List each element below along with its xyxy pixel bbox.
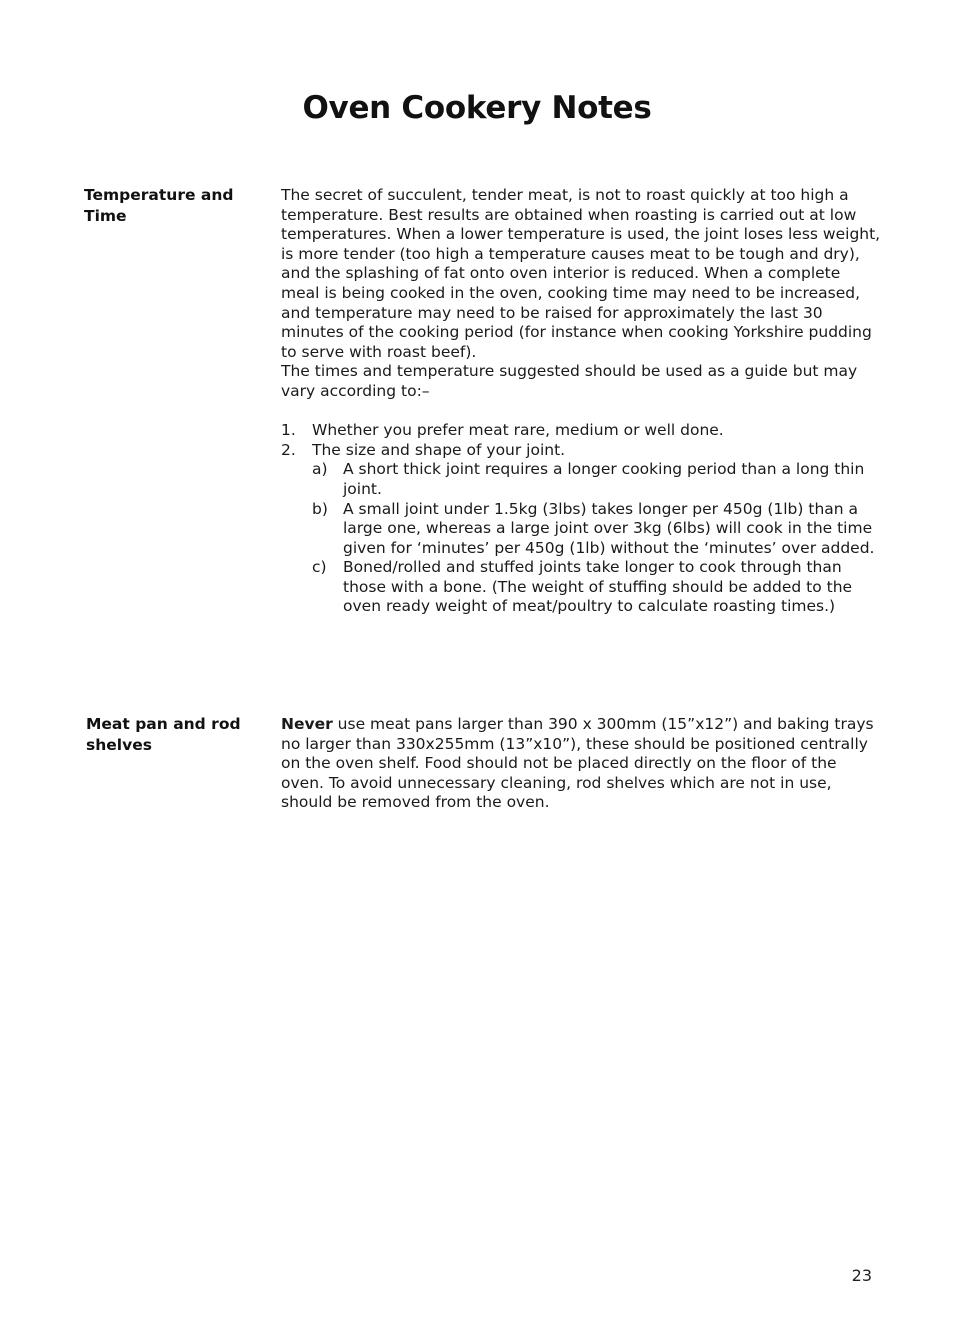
list-item-text: Boned/rolled and stuffed joints take longer to cook through than those with a bone. (The weight of stuffing should be added to the oven ready weight of meat/poultry to calculate roasting times.) <box>343 558 853 616</box>
paragraph: The times and temperature suggested should be used as a guide but may vary according to:– <box>281 362 858 400</box>
section-heading-meat-pan: Meat pan and rod shelves <box>86 715 241 754</box>
list-item <box>281 441 881 461</box>
paragraph <box>281 715 881 813</box>
section-heading-temperature-time: Temperature and Time <box>84 186 234 225</box>
page-number: 23 <box>851 1266 872 1285</box>
page-title: Oven Cookery Notes <box>302 90 652 126</box>
list-marker: 1. <box>281 421 296 440</box>
list-marker: a) <box>312 460 328 479</box>
list-marker: 2. <box>281 440 296 459</box>
list-item-text: A short thick joint requires a longer cooking period than a long thin joint. <box>343 460 865 498</box>
sub-list-item <box>281 500 881 559</box>
list-item-text: A small joint under 1.5kg (3lbs) takes longer per 450g (1lb) than a large one, whereas a large joint over 3kg (6lbs) will cook in the time given for ‘minutes’ per 450g (1lb) without the ‘minutes’ over added. <box>343 499 875 557</box>
sub-list-item <box>281 460 881 499</box>
spacer <box>281 402 881 422</box>
list-item <box>281 421 881 441</box>
sub-list-item <box>281 558 881 617</box>
list-marker: c) <box>312 558 327 577</box>
section-body-temperature-time <box>281 186 881 617</box>
paragraph-text: use meat pans larger than 390 x 300mm (15”x12”) and baking trays no larger than 330x255mm (13”x10”), these should be positioned centrally on the oven shelf. Food should not be placed directly on the floor of the oven. To avoid unnecessary cleaning, rod shelves which are not in use, should be removed from the oven. <box>281 715 874 812</box>
list-item-text: The size and shape of your joint. <box>312 440 566 459</box>
section-body-meat-pan <box>281 715 881 813</box>
list-item-text: Whether you prefer meat rare, medium or well done. <box>312 421 724 440</box>
list-marker: b) <box>312 499 328 518</box>
paragraph: The secret of succulent, tender meat, is not to roast quickly at too high a temperature. Best results are obtained when roasting is carried out at low temperatures. When a lower temperature is used, the joint loses less weight, is more tender (too high a temperature causes meat to be tough and dry), and the splashing of fat onto oven interior is reduced. When a complete meal is being cooked in the oven, cooking time may need to be increased, and temperature may need to be raised for approximately the last 30 minutes of the cooking period (for instance when cooking Yorkshire pudding to serve with roast beef). <box>281 186 881 361</box>
emphasis-never: Never <box>281 715 333 733</box>
